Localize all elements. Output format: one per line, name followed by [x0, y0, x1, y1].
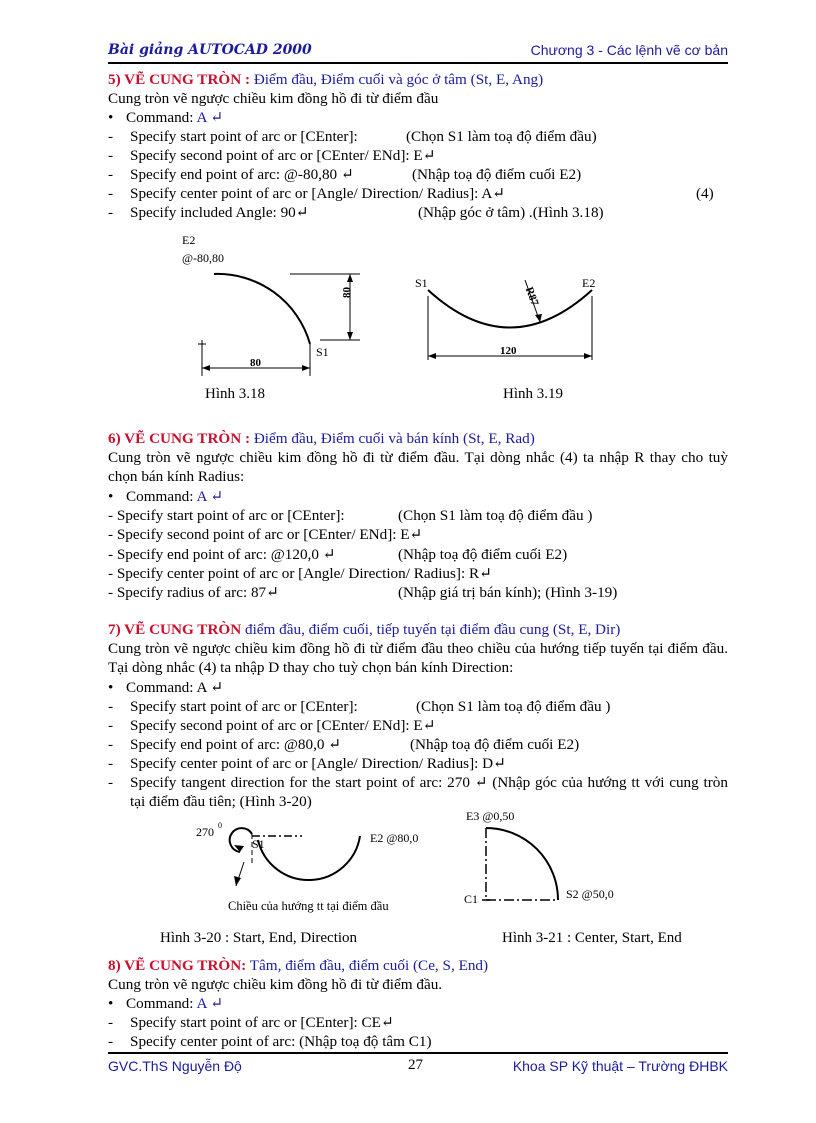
section-6-heading — [108, 429, 535, 448]
fig319-s1-label: S1 — [415, 276, 428, 290]
fig321-c1-label: C1 — [464, 892, 479, 906]
section-7-heading — [108, 620, 620, 639]
section-7-line-5: - Specify tangent direction for the start point of arc: 270 ↵ (Nhập góc của hướng tt với cung tròn tại điểm đầu tiên; (Hình 3-20) — [108, 774, 728, 810]
section-7-command: • Command: A ↵ — [108, 679, 224, 696]
section-8-heading — [108, 956, 488, 975]
fig318-e2-label: E2 — [182, 233, 196, 247]
section-5-command: • Command: A ↵ — [108, 109, 224, 126]
fig321-arc — [486, 828, 558, 900]
section-7-line-1: - Specify start point of arc or [CEnter]: (Chọn S1 làm toạ độ điểm đầu ) — [108, 698, 611, 715]
figure-3-18-caption: Hình 3.18 — [205, 386, 265, 402]
fig319-arc — [428, 290, 592, 328]
section-5-line-5: - Specify included Angle: 90↵ (Nhập góc ở tâm) .(Hình 3.18) — [108, 204, 604, 221]
section-6-line-2: - Specify second point of arc or [CEnter/ ENd]: E↵ — [108, 526, 423, 543]
figure-3-19 — [410, 270, 610, 370]
section-5-line-2: - Specify second point of arc or [CEnter/ ENd]: E↵ — [108, 147, 436, 164]
fig319-radius-label: R87 — [522, 285, 541, 308]
section-6-intro: Cung tròn vẽ ngược chiều kim đồng hồ đi từ điểm đầu. Tại dòng nhắc (4) ta nhập R thay cho tuỳ chọn bán kính Radius: — [108, 449, 728, 485]
section-5-title: 5) VẼ CUNG TRÒN : — [108, 71, 251, 88]
section-6-line-4: - Specify center point of arc or [Angle/ Direction/ Radius]: R↵ — [108, 565, 492, 582]
footer-institution: Khoa SP Kỹ thuật – Trường ĐHBK — [512, 1058, 728, 1074]
fig320-note: Chiều của hướng tt tại điểm đầu — [228, 899, 389, 913]
fig318-coord-label: @-80,80 — [182, 251, 225, 265]
section-8-command: • Command: A ↵ — [108, 995, 224, 1012]
section-5-line-1: - Specify start point of arc or [CEnter]: (Chọn S1 làm toạ độ điểm đầu) — [108, 128, 597, 145]
section-8-title: 8) VẼ CUNG TRÒN: — [108, 957, 247, 974]
fig320-e2-label: E2 @80,0 — [370, 831, 419, 845]
header-course-title: Bài giảng AUTOCAD 2000 — [108, 42, 312, 58]
section-6-line-5: - Specify radius of arc: 87↵ (Nhập giá trị bán kính); (Hình 3-19) — [108, 584, 618, 601]
fig319-dim-label: 120 — [500, 345, 517, 357]
section-6-line-3: - Specify end point of arc: @120,0 ↵ (Nhập toạ độ điểm cuối E2) — [108, 546, 568, 563]
page-footer — [108, 1052, 728, 1078]
fig318-dim-h-label: 80 — [250, 357, 261, 369]
section-6-command: • Command: A ↵ — [108, 488, 224, 505]
page-number: 27 — [408, 1057, 423, 1073]
fig318-dim-v-label: 80 — [341, 287, 353, 298]
section-6-title: 6) VẼ CUNG TRÒN : — [108, 430, 251, 447]
fig318-arc — [214, 274, 310, 344]
figure-3-21-caption: Hình 3-21 : Center, Start, End — [502, 930, 682, 946]
section-8-line-1: - Specify start point of arc or [CEnter]: CE↵ — [108, 1014, 394, 1031]
fig320-angle-label: 270 — [196, 825, 214, 839]
fig320-degree: 0 — [218, 821, 222, 830]
figure-3-19-caption: Hình 3.19 — [503, 386, 563, 402]
section-5-line-3: - Specify end point of arc: @-80,80 ↵ (Nhập toạ độ điểm cuối E2) — [108, 166, 582, 183]
section-5-subtitle: Điểm đầu, Điểm cuối và góc ở tâm (St, E, Ang) — [253, 71, 544, 88]
figure-3-20 — [190, 812, 440, 920]
section-7-line-2: - Specify second point of arc or [CEnter/ ENd]: E↵ — [108, 717, 436, 734]
section-6-subtitle: Điểm đầu, Điểm cuối và bán kính (St, E, Rad) — [253, 430, 535, 447]
fig318-s1-label: S1 — [316, 345, 329, 359]
section-5-line-4: - Specify center point of arc or [Angle/ Direction/ Radius]: A↵ (4) — [108, 185, 714, 202]
footer-author: GVC.ThS Nguyễn Độ — [108, 1058, 242, 1074]
section-7-line-3: - Specify end point of arc: @80,0 ↵ (Nhập toạ độ điểm cuối E2) — [108, 736, 580, 753]
section-8-intro: Cung tròn vẽ ngược chiều kim đồng hồ đi từ điểm đầu. — [108, 976, 443, 993]
section-7-title: 7) VẼ CUNG TRÒN — [108, 621, 242, 638]
section-7-line-4: - Specify center point of arc or [Angle/ Direction/ Radius]: D↵ — [108, 755, 506, 772]
section-7-subtitle: điểm đầu, điểm cuối, tiếp tuyến tại điểm đầu cung (St, E, Dir) — [244, 621, 621, 638]
fig320-arc — [258, 836, 360, 880]
figure-3-18 — [170, 226, 380, 376]
figure-3-20-caption: Hình 3-20 : Start, End, Direction — [160, 930, 358, 946]
section-6-line-1: - Specify start point of arc or [CEnter]: (Chọn S1 làm toạ độ điểm đầu ) — [108, 507, 593, 524]
fig319-e2-label: E2 — [582, 276, 596, 290]
header-chapter-title: Chương 3 - Các lệnh vẽ cơ bản — [530, 42, 728, 58]
fig321-s2-label: S2 @50,0 — [566, 887, 614, 901]
fig321-e3-label: E3 @0,50 — [466, 809, 515, 823]
section-8-subtitle: Tâm, điểm đầu, điểm cuối (Ce, S, End) — [249, 957, 489, 974]
page-header — [108, 40, 728, 64]
section-8-line-2: - Specify center point of arc: (Nhập toạ độ tâm C1) — [108, 1033, 432, 1050]
section-7-intro: Cung tròn vẽ ngược chiều kim đồng hồ đi từ điểm đầu theo chiều của hướng tiếp tuyến tại điểm đầu. Tại dòng nhắc (4) ta nhập D thay cho tuỳ chọn bán kính Direction: — [108, 640, 728, 676]
figure-3-21 — [462, 806, 662, 906]
section-5-intro: Cung tròn vẽ ngược chiều kim đồng hồ đi từ điểm đầu — [108, 90, 439, 107]
section-5-heading — [108, 70, 543, 89]
fig320-s1-label: S1 — [252, 837, 265, 851]
